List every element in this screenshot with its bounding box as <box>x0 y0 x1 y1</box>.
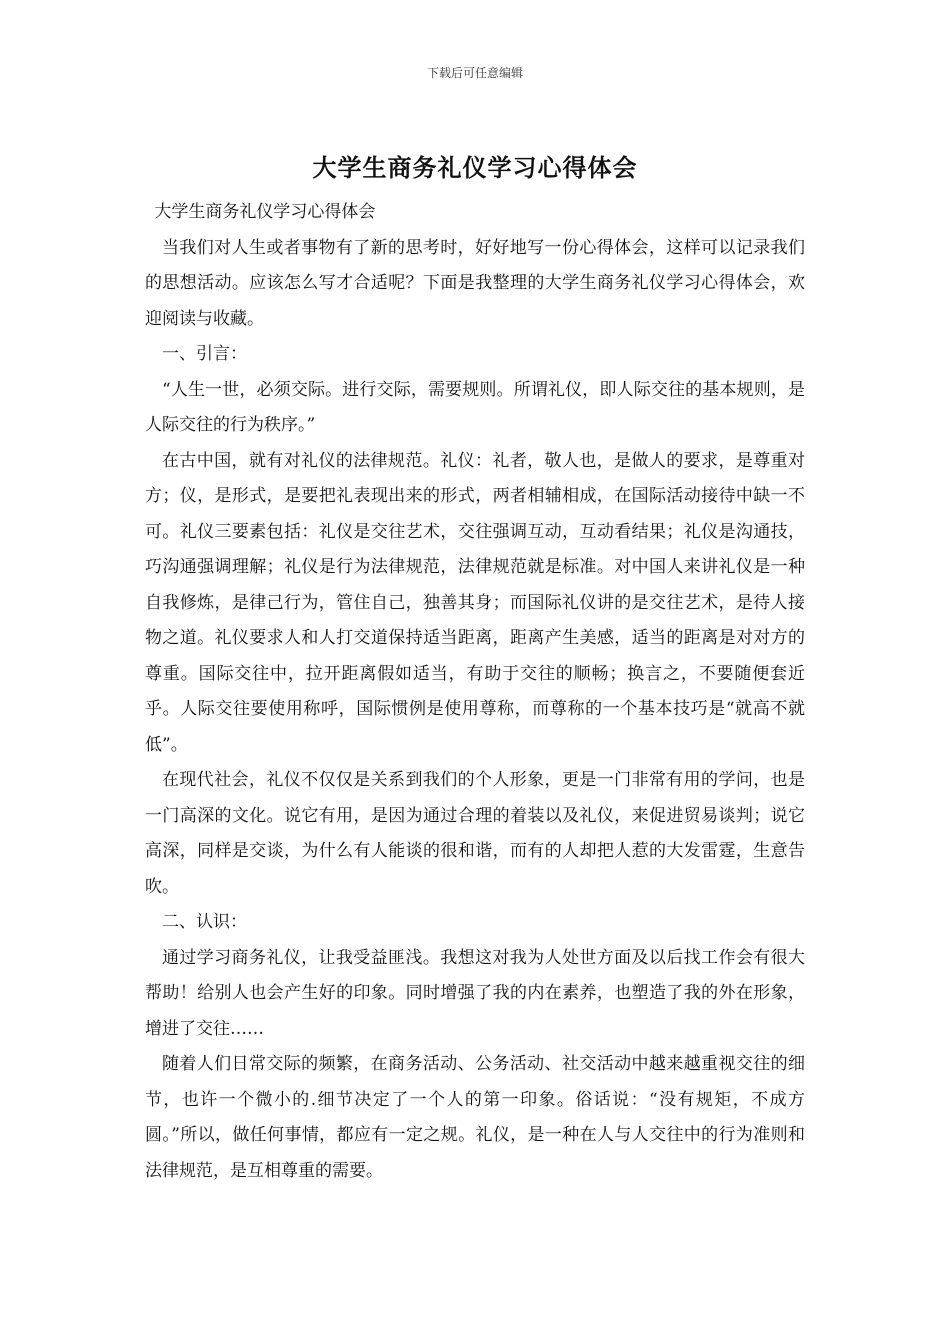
document-body <box>145 195 805 1189</box>
document-title: 大学生商务礼仪学习心得体会 <box>312 153 638 182</box>
paragraph-modern-society: 在现代社会，礼仪不仅仅是关系到我们的个人形象，更是一门非常有用的学问，也是一门高深的文化。说它有用，是因为通过合理的着装以及礼仪，来促进贸易谈判；说它高深，同样是交谈，为什么有人能谈的很和谐，而有的人却把人惹的大发雷霆，生意告吹。 <box>145 770 805 897</box>
paragraph-quote: “人生一世，必须交际。进行交际，需要规则。所谓礼仪，即人际交往的基本规则，是人际交往的行为秩序。” <box>145 379 805 435</box>
section-heading-understanding: 二、认识： <box>162 912 247 932</box>
paragraph-intro: 当我们对人生或者事物有了新的思考时，好好地写一份心得体会，这样可以记录我们的思想活动。应该怎么写才合适呢？下面是我整理的大学生商务礼仪学习心得体会，欢迎阅读与收藏。 <box>145 237 805 329</box>
document-subtitle: 大学生商务礼仪学习心得体会 <box>154 202 376 222</box>
header-note: 下载后可任意编辑 <box>426 66 523 80</box>
paragraph-details: 随着人们日常交际的频繁，在商务活动、公务活动、社交活动中越来越重视交往的细节，也许一个微小的.细节决定了一个人的第一印象。俗话说：“没有规矩，不成方圆。”所以，做任何事情，都应有一定之规。礼仪，是一种在人与人交往中的行为准则和法律规范，是互相尊重的需要。 <box>145 1054 805 1181</box>
paragraph-learning-benefits: 通过学习商务礼仪，让我受益匪浅。我想这对我为人处世方面及以后找工作会有很大帮助！给别人也会产生好的印象。同时增强了我的内在素养，也塑造了我的外在形象，增进了交往…… <box>145 947 805 1039</box>
section-heading-introduction: 一、引言： <box>162 344 247 364</box>
paragraph-ancient-china: 在古中国，就有对礼仪的法律规范。礼仪：礼者，敬人也，是做人的要求，是尊重对方；仪，是形式，是要把礼表现出来的形式，两者相辅相成，在国际活动接待中缺一不可。礼仪三要素包括：礼仪是交往艺术，交往强调互动，互动看结果；礼仪是沟通技，巧沟通强调理解；礼仪是行为法律规范，法律规范就是标准。对中国人来讲礼仪是一种自我修炼，是律己行为，管住自己，独善其身；而国际礼仪讲的是交往艺术，是待人接物之道。礼仪要求人和人打交道保持适当距离，距离产生美感，适当的距离是对对方的尊重。国际交往中，拉开距离假如适当，有助于交往的顺畅；换言之，不要随便套近乎。人际交往要使用称呼，国际惯例是使用尊称，而尊称的一个基本技巧是“就高不就低”。 <box>145 450 805 755</box>
